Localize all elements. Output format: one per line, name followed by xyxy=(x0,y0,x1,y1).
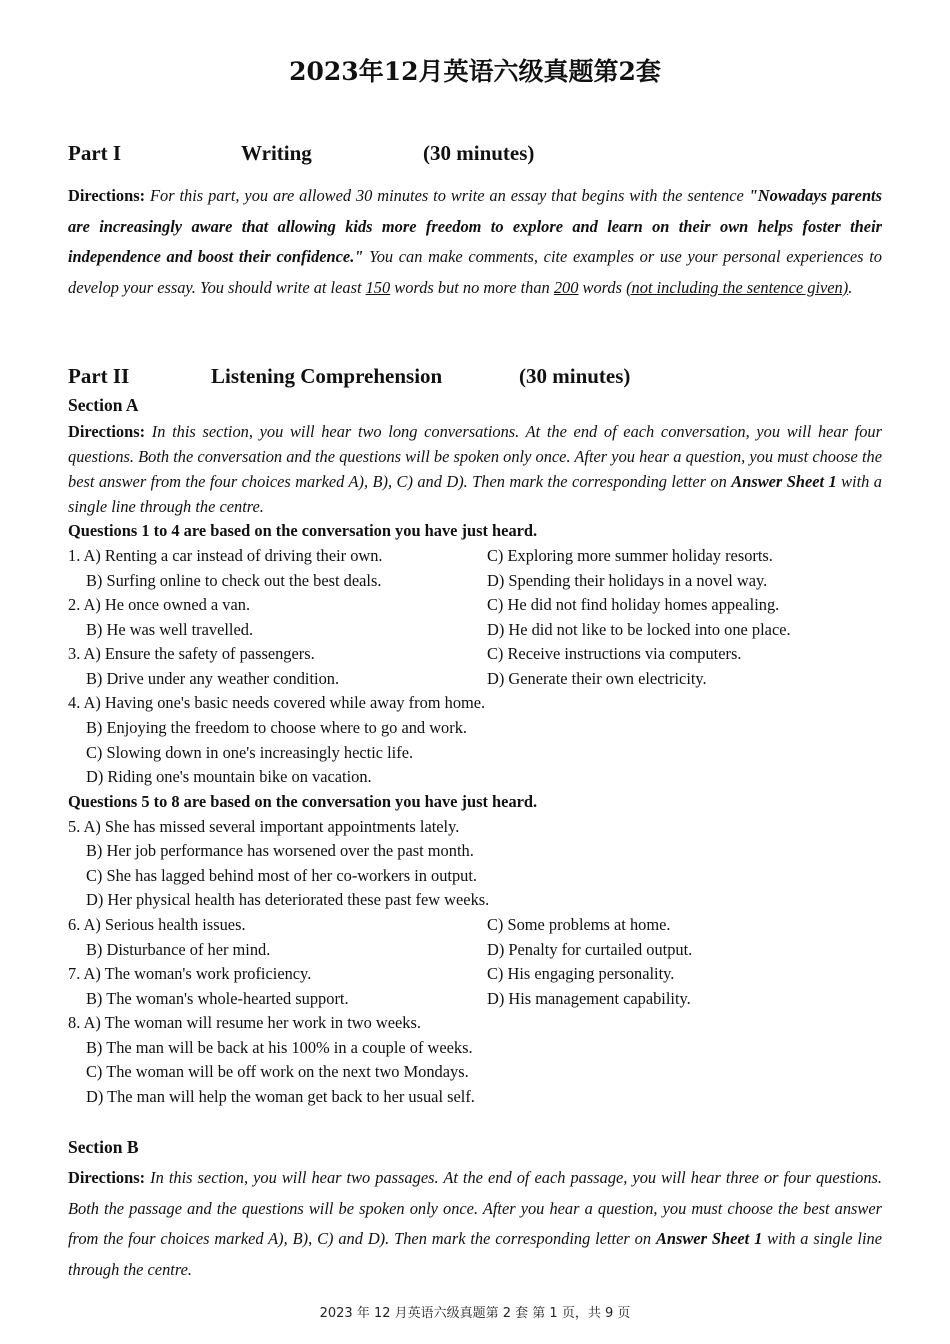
page-title: 2023年12月英语六级真题第2套 xyxy=(289,57,661,86)
q3-option-a: 3. A) Ensure the safety of passengers. xyxy=(68,644,315,663)
q2-option-d: D) He did not like to be locked into one place. xyxy=(487,620,791,639)
q4-option-b: B) Enjoying the freedom to choose where to go and work. xyxy=(86,718,467,737)
q1-option-b: B) Surfing online to check out the best deals. xyxy=(86,571,382,590)
directions-text: words but no more than xyxy=(390,277,554,297)
max-words: 200 xyxy=(553,277,579,297)
q8-option-c: C) The woman will be off work on the next two Mondays. xyxy=(86,1062,469,1081)
directions-end: . xyxy=(848,277,853,297)
answer-sheet-ref: Answer Sheet 1 xyxy=(655,1229,763,1248)
q4-option-a: 4. A) Having one's basic needs covered while away from home. xyxy=(68,693,486,712)
q2-option-b: B) He was well travelled. xyxy=(86,620,254,639)
q1-option-c: C) Exploring more summer holiday resorts. xyxy=(487,546,773,565)
q8-option-d: D) The man will help the woman get back to her usual self. xyxy=(86,1087,475,1106)
part2-time: (30 minutes) xyxy=(519,364,631,388)
q7-option-b: B) The woman's whole-hearted support. xyxy=(86,989,349,1008)
directions-text: For this part, you are allowed 30 minutes to write an essay that begins with the sentence xyxy=(145,186,749,205)
q5-option-c: C) She has lagged behind most of her co-workers in output. xyxy=(86,866,478,885)
q5-option-b: B) Her job performance has worsened over the past month. xyxy=(86,841,474,860)
part1-time: (30 minutes) xyxy=(423,141,535,165)
q5-option-d: D) Her physical health has deteriorated these past few weeks. xyxy=(86,890,490,909)
q2-option-a: 2. A) He once owned a van. xyxy=(68,595,251,614)
section-b-title: Section B xyxy=(68,1137,139,1157)
q5-option-a: 5. A) She has missed several important appointments lately. xyxy=(68,817,460,836)
q8-option-b: B) The man will be back at his 100% in a couple of weeks. xyxy=(86,1038,473,1057)
directions-text: You can make comments, cite examples or use your personal experiences to develop your essay. You should write at least xyxy=(68,247,882,297)
q6-option-c: C) Some problems at home. xyxy=(487,915,671,934)
section-a-title: Section A xyxy=(68,395,139,415)
essay-prompt-sentence: "Nowadays parents are increasingly aware that allowing kids more freedom to explore and learn on their own helps foster their independence and boost their confidence." xyxy=(68,186,882,266)
word-count-note: (not including the sentence given) xyxy=(626,277,849,297)
q3-option-b: B) Drive under any weather condition. xyxy=(86,669,340,688)
question-group-heading: Questions 1 to 4 are based on the conversation you have just heard. xyxy=(68,521,538,540)
part2-name: Listening Comprehension xyxy=(211,364,443,388)
q7-option-c: C) His engaging personality. xyxy=(487,964,675,983)
min-words: 150 xyxy=(365,277,391,297)
directions-label: Directions: xyxy=(68,186,146,205)
q3-option-d: D) Generate their own electricity. xyxy=(487,669,707,688)
q3-option-c: C) Receive instructions via computers. xyxy=(487,644,742,663)
q4-option-d: D) Riding one's mountain bike on vacation. xyxy=(86,767,372,786)
section-b-directions xyxy=(68,1163,882,1285)
q6-option-b: B) Disturbance of her mind. xyxy=(86,940,271,959)
part1-directions xyxy=(68,181,882,303)
directions-label: Directions: xyxy=(68,1168,146,1187)
section-a-directions xyxy=(68,419,882,519)
q2-option-c: C) He did not find holiday homes appealing. xyxy=(487,595,780,614)
q6-option-d: D) Penalty for curtailed output. xyxy=(487,940,693,959)
part1-name: Writing xyxy=(241,141,312,165)
q7-option-a: 7. A) The woman's work proficiency. xyxy=(68,964,312,983)
answer-sheet-ref: Answer Sheet 1 xyxy=(731,472,837,491)
directions-label: Directions: xyxy=(68,422,146,441)
part2-label: Part II xyxy=(68,364,130,388)
directions-text: In this section, you will hear two passages. At the end of each passage, you will hear three or four questions. Both the passage and the questions will be spoken only once. After you hear a question, you must choose the best answer from the four choices marked A), B), C) and D). Then mark the corresponding letter on xyxy=(68,1168,882,1248)
part1-label: Part I xyxy=(68,141,122,165)
q7-option-d: D) His management capability. xyxy=(487,989,691,1008)
q1-option-a: 1. A) Renting a car instead of driving their own. xyxy=(68,546,383,565)
directions-text: with a single line through the centre. xyxy=(68,1229,882,1279)
q8-option-a: 8. A) The woman will resume her work in two weeks. xyxy=(68,1013,421,1032)
directions-text: words xyxy=(578,277,627,297)
question-group-heading: Questions 5 to 8 are based on the conversation you have just heard. xyxy=(68,792,538,811)
q4-option-c: C) Slowing down in one's increasingly hectic life. xyxy=(86,743,414,762)
q1-option-d: D) Spending their holidays in a novel way. xyxy=(487,571,768,590)
q6-option-a: 6. A) Serious health issues. xyxy=(68,915,246,934)
directions-text: with a single line through the centre. xyxy=(68,472,882,516)
directions-text: In this section, you will hear two long conversations. At the end of each conversation, you will hear four questions. Both the conversation and the questions will be spoken only once. After you hear a question, you must choose the best answer from the four choices marked A), B), C) and D). Then mark the corresponding letter on xyxy=(68,422,882,491)
page-footer: 2023 年 12 月英语六级真题第 2 套 第 1 页，共 9 页 xyxy=(319,1306,631,1321)
